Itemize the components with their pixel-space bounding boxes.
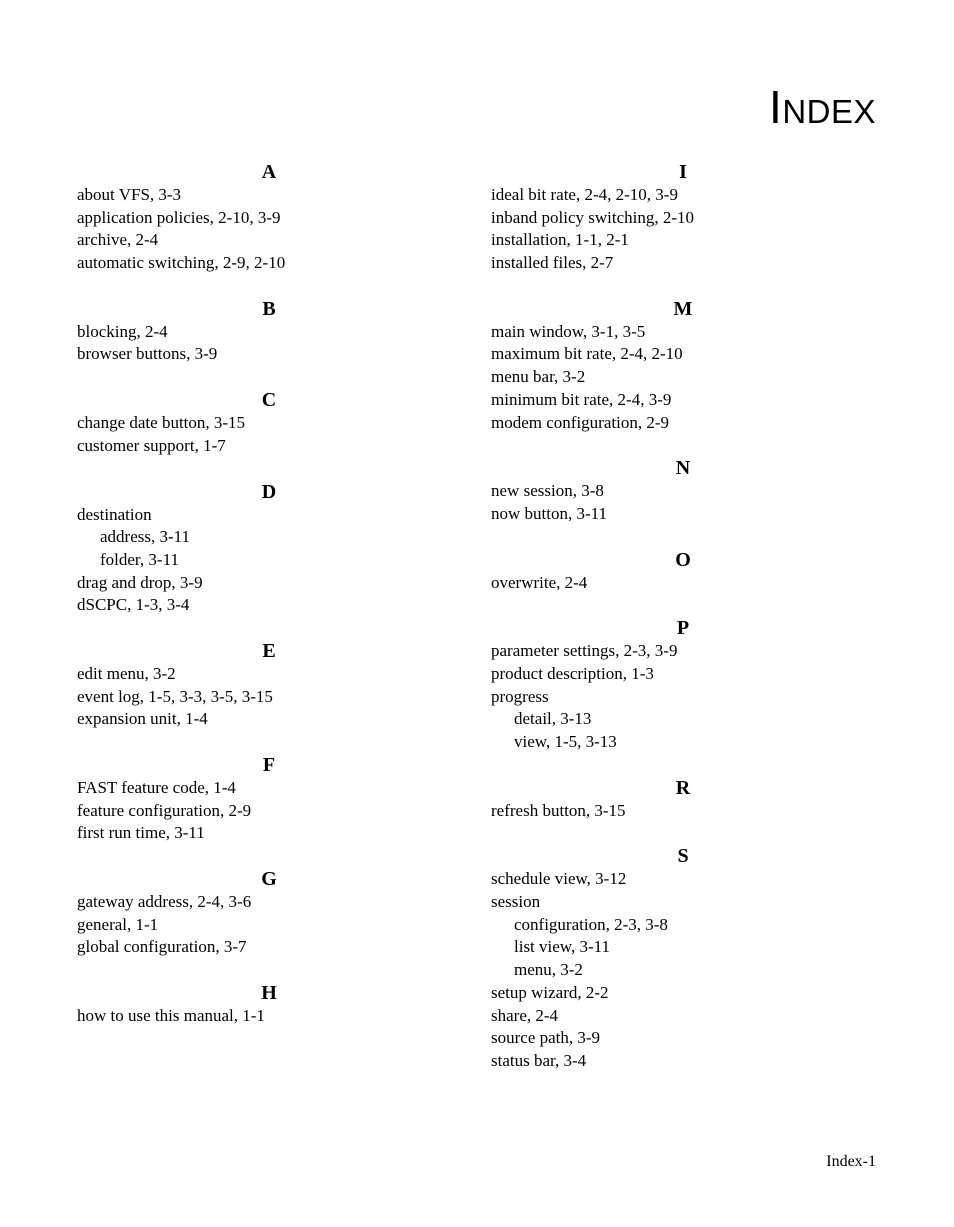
index-entry: session (491, 892, 541, 912)
index-section-a (77, 160, 461, 275)
index-letter-heading: F (262, 754, 276, 776)
index-section-d (77, 480, 461, 617)
page-title (769, 81, 876, 133)
index-section-b (77, 297, 461, 366)
index-entry: new session, 3-8 (491, 481, 604, 501)
index-entry: refresh button, 3-15 (491, 800, 626, 820)
index-letter-heading: C (261, 389, 277, 412)
index-letter-heading: O (675, 548, 691, 571)
index-subentry: detail, 3-13 (514, 709, 592, 729)
index-entry: progress (491, 686, 549, 706)
index-entry: browser buttons, 3-9 (77, 344, 218, 364)
index-section-c (77, 388, 461, 457)
index-letter-heading: E (262, 639, 276, 662)
index-letter-heading: P (676, 617, 690, 640)
index-entry: maximum bit rate, 2-4, 2-10 (491, 344, 683, 364)
index-letter-heading: G (261, 868, 277, 891)
index-section-h (77, 981, 461, 1028)
index-entry: about VFS, 3-3 (77, 185, 182, 204)
index-entry: menu bar, 3-2 (491, 367, 586, 387)
index-entry: automatic switching, 2-9, 2-10 (77, 253, 286, 273)
index-section-i (491, 160, 875, 275)
index-entry: edit menu, 3-2 (77, 663, 176, 683)
index-section-g (77, 867, 461, 959)
index-entry: overwrite, 2-4 (491, 572, 588, 592)
index-subentry: menu, 3-2 (514, 960, 583, 980)
index-letter-heading: H (261, 982, 277, 1005)
index-section-e (77, 639, 461, 731)
index-entry: setup wizard, 2-2 (491, 982, 609, 1002)
index-section-o (491, 548, 875, 595)
index-section-p (491, 616, 875, 753)
index-entry: minimum bit rate, 2-4, 3-9 (491, 389, 672, 409)
index-entry: archive, 2-4 (77, 230, 159, 250)
index-entry: expansion unit, 1-4 (77, 709, 208, 729)
index-letter-heading: R (675, 776, 691, 799)
index-column-right (491, 160, 875, 1073)
index-letter-heading: I (679, 161, 687, 183)
index-entry: inband policy switching, 2-10 (491, 207, 695, 227)
index-entry: source path, 3-9 (491, 1028, 601, 1048)
index-section-r (491, 776, 875, 823)
index-section-m (491, 297, 875, 434)
index-section-f (77, 753, 461, 845)
index-entry: global configuration, 3-7 (77, 937, 247, 957)
index-entry: feature configuration, 2-9 (77, 800, 252, 820)
index-letter-heading: A (261, 161, 277, 183)
index-section-n (491, 456, 875, 525)
index-letter-heading: S (677, 845, 689, 868)
index-entry: parameter settings, 2-3, 3-9 (491, 641, 678, 661)
index-entry: general, 1-1 (77, 914, 159, 934)
index-entry: FAST feature code, 1-4 (77, 778, 236, 797)
index-entry: installed files, 2-7 (491, 253, 614, 273)
index-entry: how to use this manual, 1-1 (77, 1006, 265, 1026)
index-letter-heading: N (675, 457, 691, 480)
index-entry: main window, 3-1, 3-5 (491, 321, 646, 341)
index-entry: gateway address, 2-4, 3-6 (77, 892, 252, 912)
index-column-left (77, 160, 461, 1028)
index-entry: first run time, 3-11 (77, 823, 205, 843)
index-letter-heading: B (262, 297, 276, 320)
page-number: Index-1 (826, 1153, 876, 1170)
index-subentry: address, 3-11 (100, 527, 191, 547)
index-entry: now button, 3-11 (491, 503, 608, 523)
index-subentry: folder, 3-11 (100, 549, 179, 569)
index-subentry: configuration, 2-3, 3-8 (514, 914, 668, 934)
index-entry: product description, 1-3 (491, 663, 654, 683)
index-subentry: view, 1-5, 3-13 (514, 732, 617, 751)
index-entry: drag and drop, 3-9 (77, 572, 203, 592)
index-entry: ideal bit rate, 2-4, 2-10, 3-9 (491, 185, 678, 204)
index-subentry: list view, 3-11 (514, 937, 611, 957)
index-entry: blocking, 2-4 (77, 321, 168, 341)
page-title-initial: I (769, 81, 783, 133)
index-entry: destination (77, 504, 152, 524)
index-entry: status bar, 3-4 (491, 1050, 587, 1070)
index-letter-heading: D (261, 480, 277, 503)
index-entry: installation, 1-1, 2-1 (491, 230, 629, 250)
index-entry: customer support, 1-7 (77, 435, 226, 455)
index-entry: schedule view, 3-12 (491, 869, 627, 889)
index-entry: change date button, 3-15 (77, 413, 246, 433)
index-entry: share, 2-4 (491, 1005, 559, 1025)
index-entry: dSCPC, 1-3, 3-4 (77, 595, 190, 615)
index-entry: application policies, 2-10, 3-9 (77, 207, 281, 227)
index-entry: event log, 1-5, 3-3, 3-5, 3-15 (77, 686, 273, 706)
index-entry: modem configuration, 2-9 (491, 412, 669, 432)
page-title-rest: NDEX (782, 93, 876, 130)
index-letter-heading: M (673, 297, 693, 320)
index-section-s (491, 844, 875, 1072)
